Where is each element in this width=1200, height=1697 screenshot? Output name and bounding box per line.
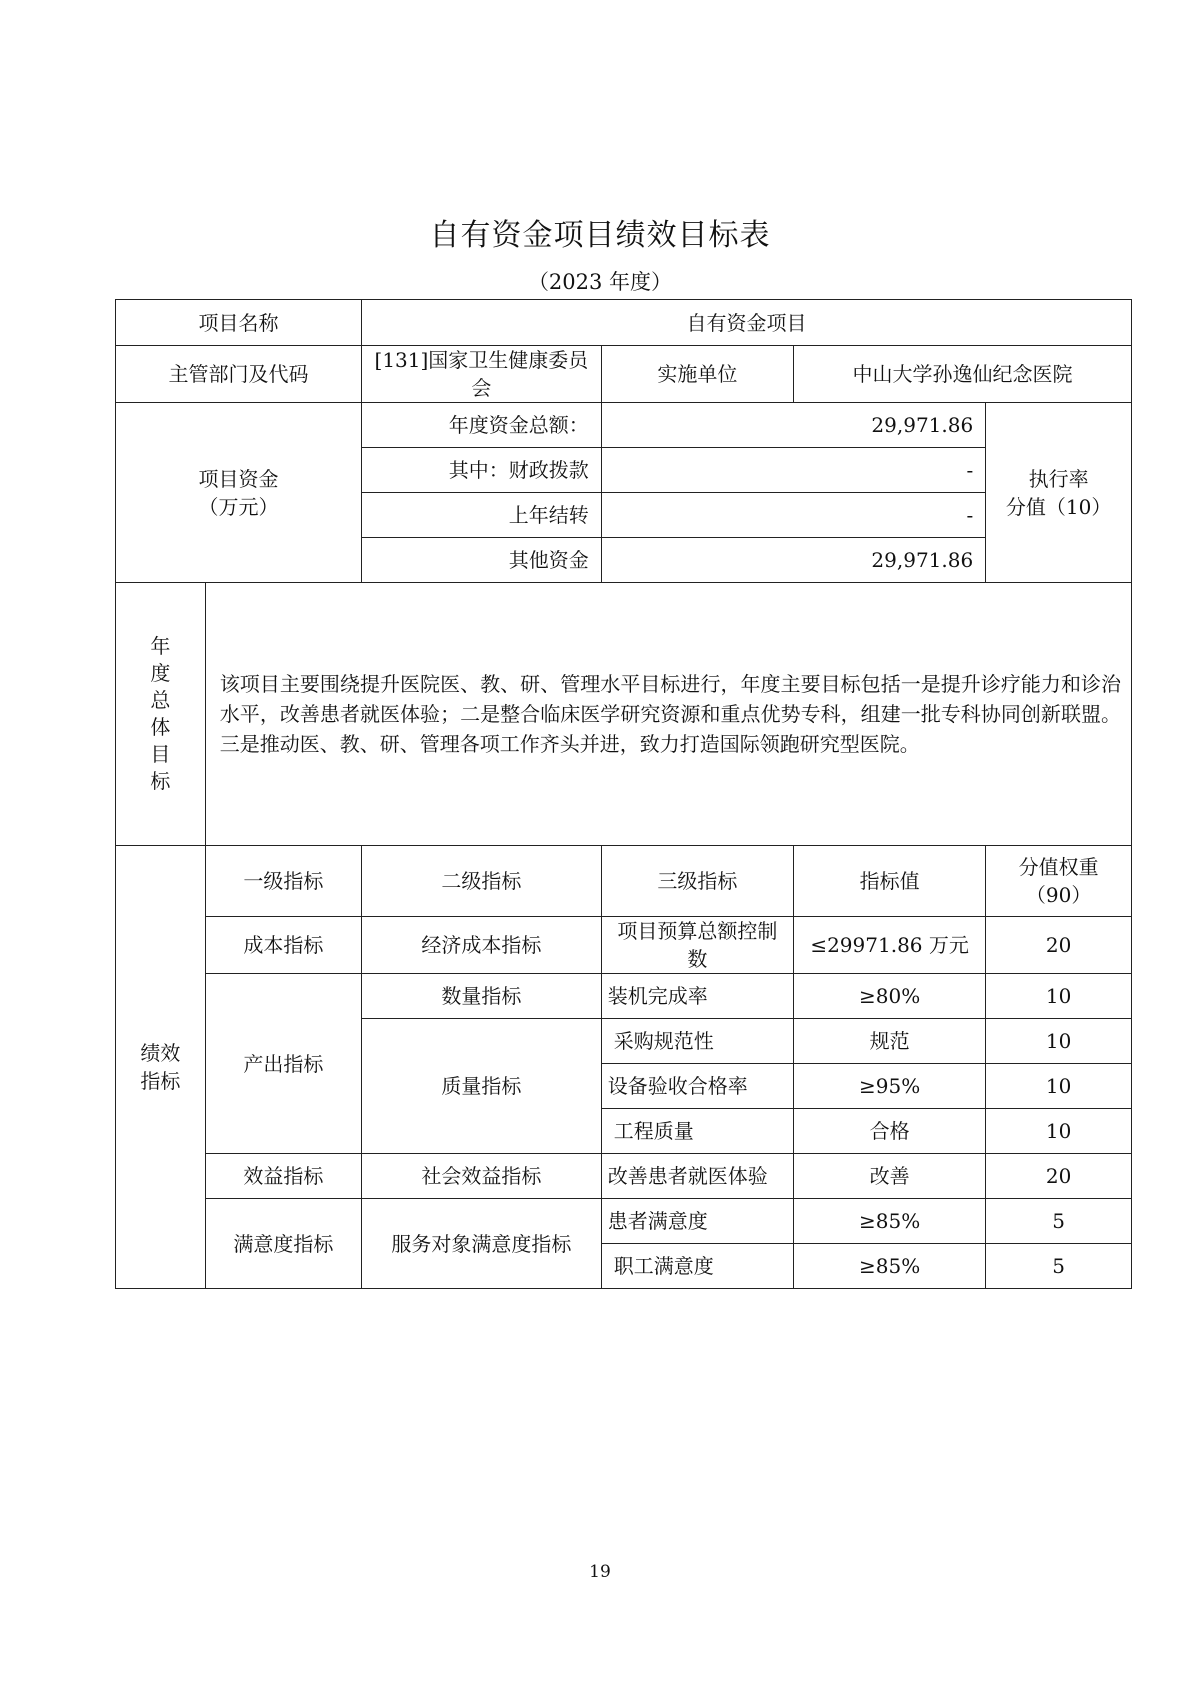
header-level2: 二级指标 <box>362 846 602 917</box>
level1-cell: 满意度指标 <box>205 1199 361 1289</box>
funds-row-value: 29,971.86 <box>601 538 985 583</box>
project-name-value: 自有资金项目 <box>362 300 1132 346</box>
funds-row-label: 上年结转 <box>362 493 602 538</box>
department-label: 主管部门及代码 <box>116 346 362 403</box>
value-cell: ≥85% <box>794 1199 986 1244</box>
level3-cell: 装机完成率 <box>601 974 793 1019</box>
weight-cell: 20 <box>986 1154 1132 1199</box>
value-cell: 合格 <box>794 1109 986 1154</box>
document-title: 自有资金项目绩效目标表 <box>429 218 771 253</box>
indicators-section-line2: 指标 <box>140 1069 181 1093</box>
level3-cell: 工程质量 <box>601 1109 793 1154</box>
performance-target-table <box>115 299 1132 1289</box>
implementing-unit-value: 中山大学孙逸仙纪念医院 <box>794 346 1132 403</box>
funds-label-line1: 项目资金 <box>198 466 279 491</box>
weight-cell: 10 <box>986 1064 1132 1109</box>
value-cell: 规范 <box>794 1019 986 1064</box>
funds-row-value: 29,971.86 <box>601 403 985 448</box>
project-name-label: 项目名称 <box>116 300 362 346</box>
indicator-header-row <box>116 846 1132 917</box>
indicators-section-label <box>116 846 206 1289</box>
execution-rate-line1: 执行率 <box>1028 466 1089 491</box>
document-subtitle: （2023 年度） <box>527 270 673 294</box>
weight-cell: 10 <box>986 974 1132 1019</box>
level1-cell: 成本指标 <box>205 917 361 974</box>
annual-goal-row <box>116 583 1132 846</box>
level3-cell: 职工满意度 <box>601 1244 793 1289</box>
header-weight-line1: 分值权重 <box>1018 855 1099 879</box>
level3-cell: 项目预算总额控制数 <box>601 917 793 974</box>
project-name-row <box>116 300 1132 346</box>
funds-row-label: 其他资金 <box>362 538 602 583</box>
header-weight-line2: （90） <box>1025 883 1092 907</box>
indicators-section-line1: 绩效 <box>140 1041 181 1065</box>
page-number: 19 <box>589 1562 611 1582</box>
goal-label-char: 度 <box>150 661 171 685</box>
header-level3: 三级指标 <box>601 846 793 917</box>
indicator-row <box>116 974 1132 1019</box>
department-value: [131]国家卫生健康委员会 <box>362 346 602 403</box>
value-cell: ≥80% <box>794 974 986 1019</box>
header-weight <box>986 846 1132 917</box>
weight-cell: 20 <box>986 917 1132 974</box>
value-cell: 改善 <box>794 1154 986 1199</box>
level3-cell: 改善患者就医体验 <box>601 1154 793 1199</box>
funds-label <box>116 403 362 583</box>
indicator-row <box>116 1154 1132 1199</box>
department-row <box>116 346 1132 403</box>
funds-row-value: - <box>601 493 985 538</box>
level2-cell: 社会效益指标 <box>362 1154 602 1199</box>
level1-cell: 效益指标 <box>205 1154 361 1199</box>
goal-label-char: 标 <box>150 769 171 793</box>
funds-row-label: 年度资金总额： <box>362 403 602 448</box>
funds-row-value: - <box>601 448 985 493</box>
execution-rate-score <box>986 403 1132 583</box>
value-cell: ≤29971.86 万元 <box>794 917 986 974</box>
value-cell: ≥95% <box>794 1064 986 1109</box>
level2-cell: 服务对象满意度指标 <box>362 1199 602 1289</box>
header-level1: 一级指标 <box>205 846 361 917</box>
level2-cell: 经济成本指标 <box>362 917 602 974</box>
header-value: 指标值 <box>794 846 986 917</box>
indicator-row <box>116 1199 1132 1244</box>
annual-goal-text: 该项目主要围绕提升医院医、教、研、管理水平目标进行，年度主要目标包括一是提升诊疗能力和诊治水平，改善患者就医体验；二是整合临床医学研究资源和重点优势专科，组建一批专科协同创新联盟。三是推动医、教、研、管理各项工作齐头并进，致力打造国际领跑研究型医院。 <box>205 583 1131 846</box>
goal-label-char: 体 <box>150 715 171 739</box>
funds-label-line2: （万元） <box>198 494 279 519</box>
level2-cell: 质量指标 <box>362 1019 602 1154</box>
weight-cell: 5 <box>986 1199 1132 1244</box>
funds-row <box>116 403 1132 448</box>
goal-label-char: 目 <box>150 742 171 766</box>
level3-cell: 采购规范性 <box>601 1019 793 1064</box>
execution-rate-line2: 分值（10） <box>1005 494 1112 519</box>
weight-cell: 10 <box>986 1019 1132 1064</box>
funds-row-label: 其中：财政拨款 <box>362 448 602 493</box>
level3-cell: 设备验收合格率 <box>601 1064 793 1109</box>
implementing-unit-label: 实施单位 <box>601 346 793 403</box>
goal-label-char: 总 <box>150 688 171 712</box>
level3-cell: 患者满意度 <box>601 1199 793 1244</box>
level1-cell: 产出指标 <box>205 974 361 1154</box>
value-cell: ≥85% <box>794 1244 986 1289</box>
indicator-row <box>116 917 1132 974</box>
annual-goal-label <box>116 583 206 846</box>
weight-cell: 5 <box>986 1244 1132 1289</box>
goal-label-char: 年 <box>150 634 171 658</box>
level2-cell: 数量指标 <box>362 974 602 1019</box>
weight-cell: 10 <box>986 1109 1132 1154</box>
